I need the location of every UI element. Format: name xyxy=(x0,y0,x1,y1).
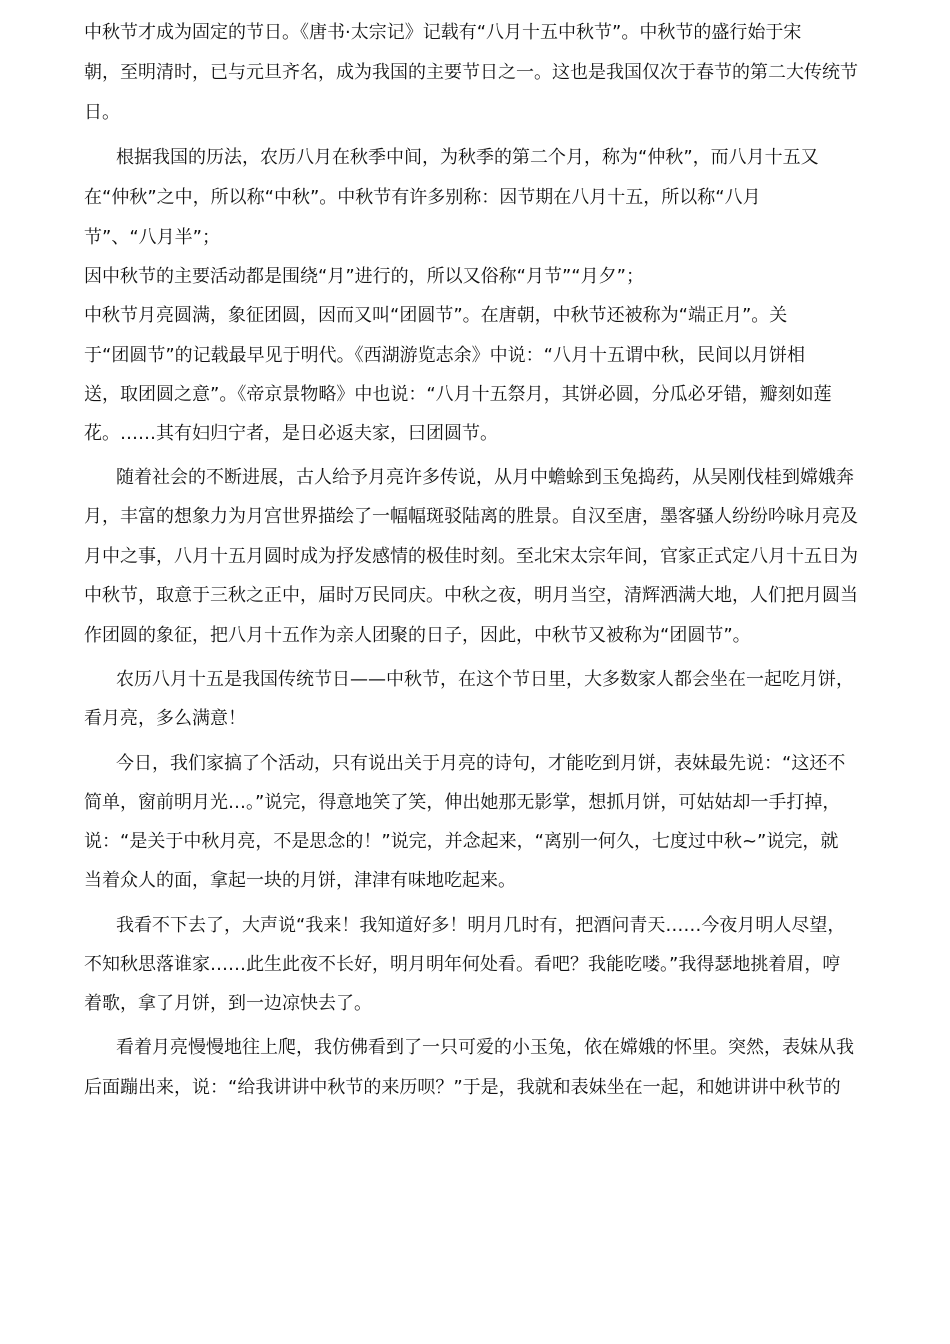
text-line: 当着众人的面，拿起一块的月饼，津津有味地吃起来。 xyxy=(84,870,516,891)
text-line: 看月亮，多么满意！ xyxy=(84,708,246,729)
text-line: 看着月亮慢慢地往上爬，我仿佛看到了一只可爱的小玉兔，依在嫦娥的怀里。突然，表妹从我 xyxy=(116,1037,854,1058)
text-line: 于“团圆节”的记载最早见于明代。《西湖游览志余》中说：“八月十五谓中秋，民间以月饼相 xyxy=(84,345,805,366)
text-line: 农历八月十五是我国传统节日——中秋节，在这个节日里，大多数家人都会坐在一起吃月饼， xyxy=(116,669,854,690)
text-line: 因中秋节的主要活动都是围绕“月”进行的，所以又俗称“月节”“月夕”； xyxy=(84,266,644,287)
text-line: 后面蹦出来，说：“给我讲讲中秋节的来历呗？”于是，我就和表妹坐在一起，和她讲讲中秋节的 xyxy=(84,1077,841,1098)
text-line: 花。……其有妇归宁者，是日必返夫家，曰团圆节。 xyxy=(84,423,498,444)
text-line: 送，取团圆之意”。《帝京景物略》中也说：“八月十五祭月，其饼必圆，分瓜必牙错，瓣刻如莲 xyxy=(84,384,832,405)
text-line: 中秋节才成为固定的节日。《唐书·太宗记》记载有“八月十五中秋节”。中秋节的盛行始于宋 xyxy=(84,22,802,43)
text-line: 我看不下去了，大声说“我来！我知道好多！明月几时有，把酒问青天……今夜月明人尽望， xyxy=(116,915,846,936)
text-line: 节”、“八月半”； xyxy=(84,227,220,248)
text-line: 根据我国的历法，农历八月在秋季中间，为秋季的第二个月，称为“仲秋”，而八月十五又 xyxy=(116,147,819,168)
text-line: 中秋节月亮圆满，象征团圆，因而又叫“团圆节”。在唐朝，中秋节还被称为“端正月”。关 xyxy=(84,305,788,326)
text-line: 朝，至明清时，已与元旦齐名，成为我国的主要节日之一。这也是我国仅次于春节的第二大传统节 xyxy=(84,62,858,83)
text-line: 作团圆的象征，把八月十五作为亲人团聚的日子，因此，中秋节又被称为“团圆节”。 xyxy=(84,625,751,646)
text-line: 今日，我们家搞了个活动，只有说出关于月亮的诗句，才能吃到月饼，表妹最先说：“这还不 xyxy=(116,753,846,774)
text-line: 不知秋思落谁家……此生此夜不长好，明月明年何处看。看吧？我能吃喽。”我得瑟地挑着眉，哼 xyxy=(84,954,841,975)
text-line: 中秋节，取意于三秋之正中，届时万民同庆。中秋之夜，明月当空，清辉洒满大地，人们把月圆当 xyxy=(84,585,858,606)
text-line: 月，丰富的想象力为月宫世界描绘了一幅幅斑驳陆离的胜景。自汉至唐，墨客骚人纷纷吟咏月亮及 xyxy=(84,506,858,527)
text-line: 说：“是关于中秋月亮，不是思念的！”说完，并念起来，“离别一何久，七度过中秋~”说完，就 xyxy=(84,831,839,852)
text-line: 着歌，拿了月饼，到一边凉快去了。 xyxy=(84,993,372,1014)
text-line: 在“仲秋”之中，所以称“中秋”。中秋节有许多别称：因节期在八月十五，所以称“八月 xyxy=(84,187,761,208)
text-line: 简单，窗前明月光…。”说完，得意地笑了笑，伸出她那无影掌，想抓月饼，可姑姑却一手打掉， xyxy=(84,792,841,813)
text-line: 月中之事，八月十五月圆时成为抒发感情的极佳时刻。至北宋太宗年间，官家正式定八月十五日为 xyxy=(84,546,858,567)
text-line: 日。 xyxy=(84,102,120,123)
text-line: 随着社会的不断进展，古人给予月亮许多传说，从月中蟾蜍到玉兔捣药，从吴刚伐桂到嫦娥奔 xyxy=(116,467,854,488)
